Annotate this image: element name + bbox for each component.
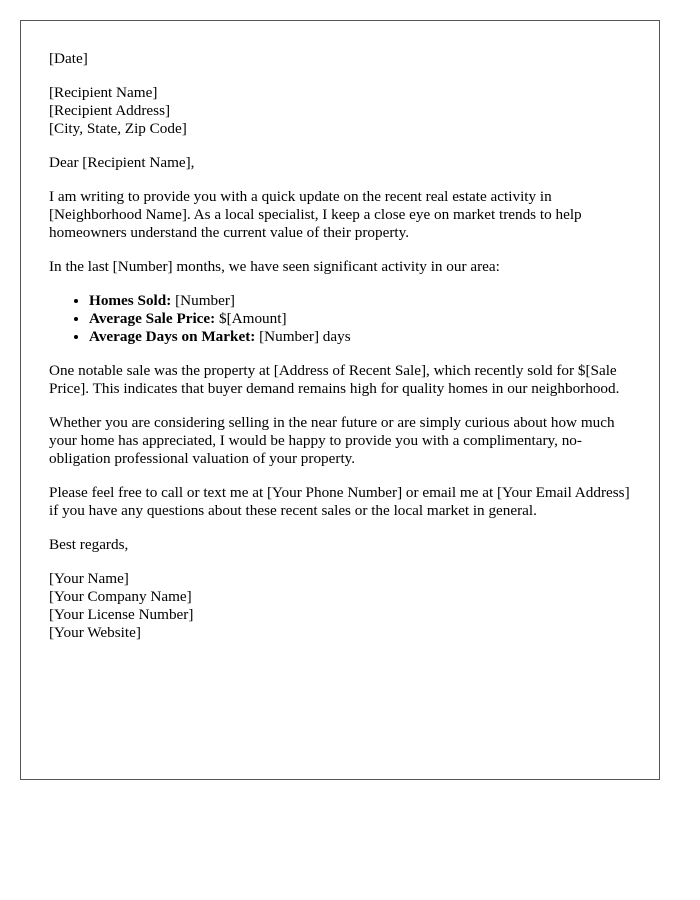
notable-sale-paragraph: One notable sale was the property at [Address of Recent Sale], which recently sold for $[Sale Price]. This indicates that buyer demand remains high for quality homes in our neighborhood. — [49, 362, 620, 397]
stat-value: [Number] — [171, 292, 235, 309]
stat-value: [Number] days — [255, 328, 351, 345]
sender-company: [Your Company Name] — [49, 588, 192, 605]
stat-average-sale-price — [89, 310, 631, 328]
date-text: [Date] — [49, 50, 88, 67]
sender-website: [Your Website] — [49, 624, 141, 641]
sender-license: [Your License Number] — [49, 606, 194, 623]
stat-value: $[Amount] — [215, 310, 287, 327]
stat-average-days-on-market — [89, 328, 631, 346]
intro-paragraph: I am writing to provide you with a quick update on the recent real estate activity in [Neighborhood Name]. As a local specialist, I keep a close eye on market trends to help homeowners understand the current value of their property. — [49, 188, 582, 241]
date-line — [49, 50, 631, 68]
recipient-name: [Recipient Name] — [49, 84, 158, 101]
letter-page — [20, 20, 660, 780]
stat-label: Average Sale Price: — [89, 310, 216, 327]
stat-label: Average Days on Market: — [89, 328, 256, 345]
stats-list — [49, 292, 631, 346]
closing: Best regards, — [49, 536, 129, 553]
stats-intro-paragraph: In the last [Number] months, we have seen significant activity in our area: — [49, 258, 500, 275]
recipient-address-block — [49, 84, 631, 138]
stat-label: Homes Sold: — [89, 292, 172, 309]
salutation: Dear [Recipient Name], — [49, 154, 195, 171]
recipient-address: [Recipient Address] — [49, 102, 171, 119]
stat-homes-sold — [89, 292, 631, 310]
signature-block — [49, 570, 631, 642]
sender-name: [Your Name] — [49, 570, 129, 587]
recipient-city-state-zip: [City, State, Zip Code] — [49, 120, 187, 137]
valuation-offer-paragraph: Whether you are considering selling in the near future or are simply curious about how much your home has appreciated, I would be happy to provide you with a complimentary, no-obligation professional valuation of your property. — [49, 414, 615, 467]
contact-paragraph: Please feel free to call or text me at [Your Phone Number] or email me at [Your Email Address] if you have any questions about these recent sales or the local market in general. — [49, 484, 630, 519]
